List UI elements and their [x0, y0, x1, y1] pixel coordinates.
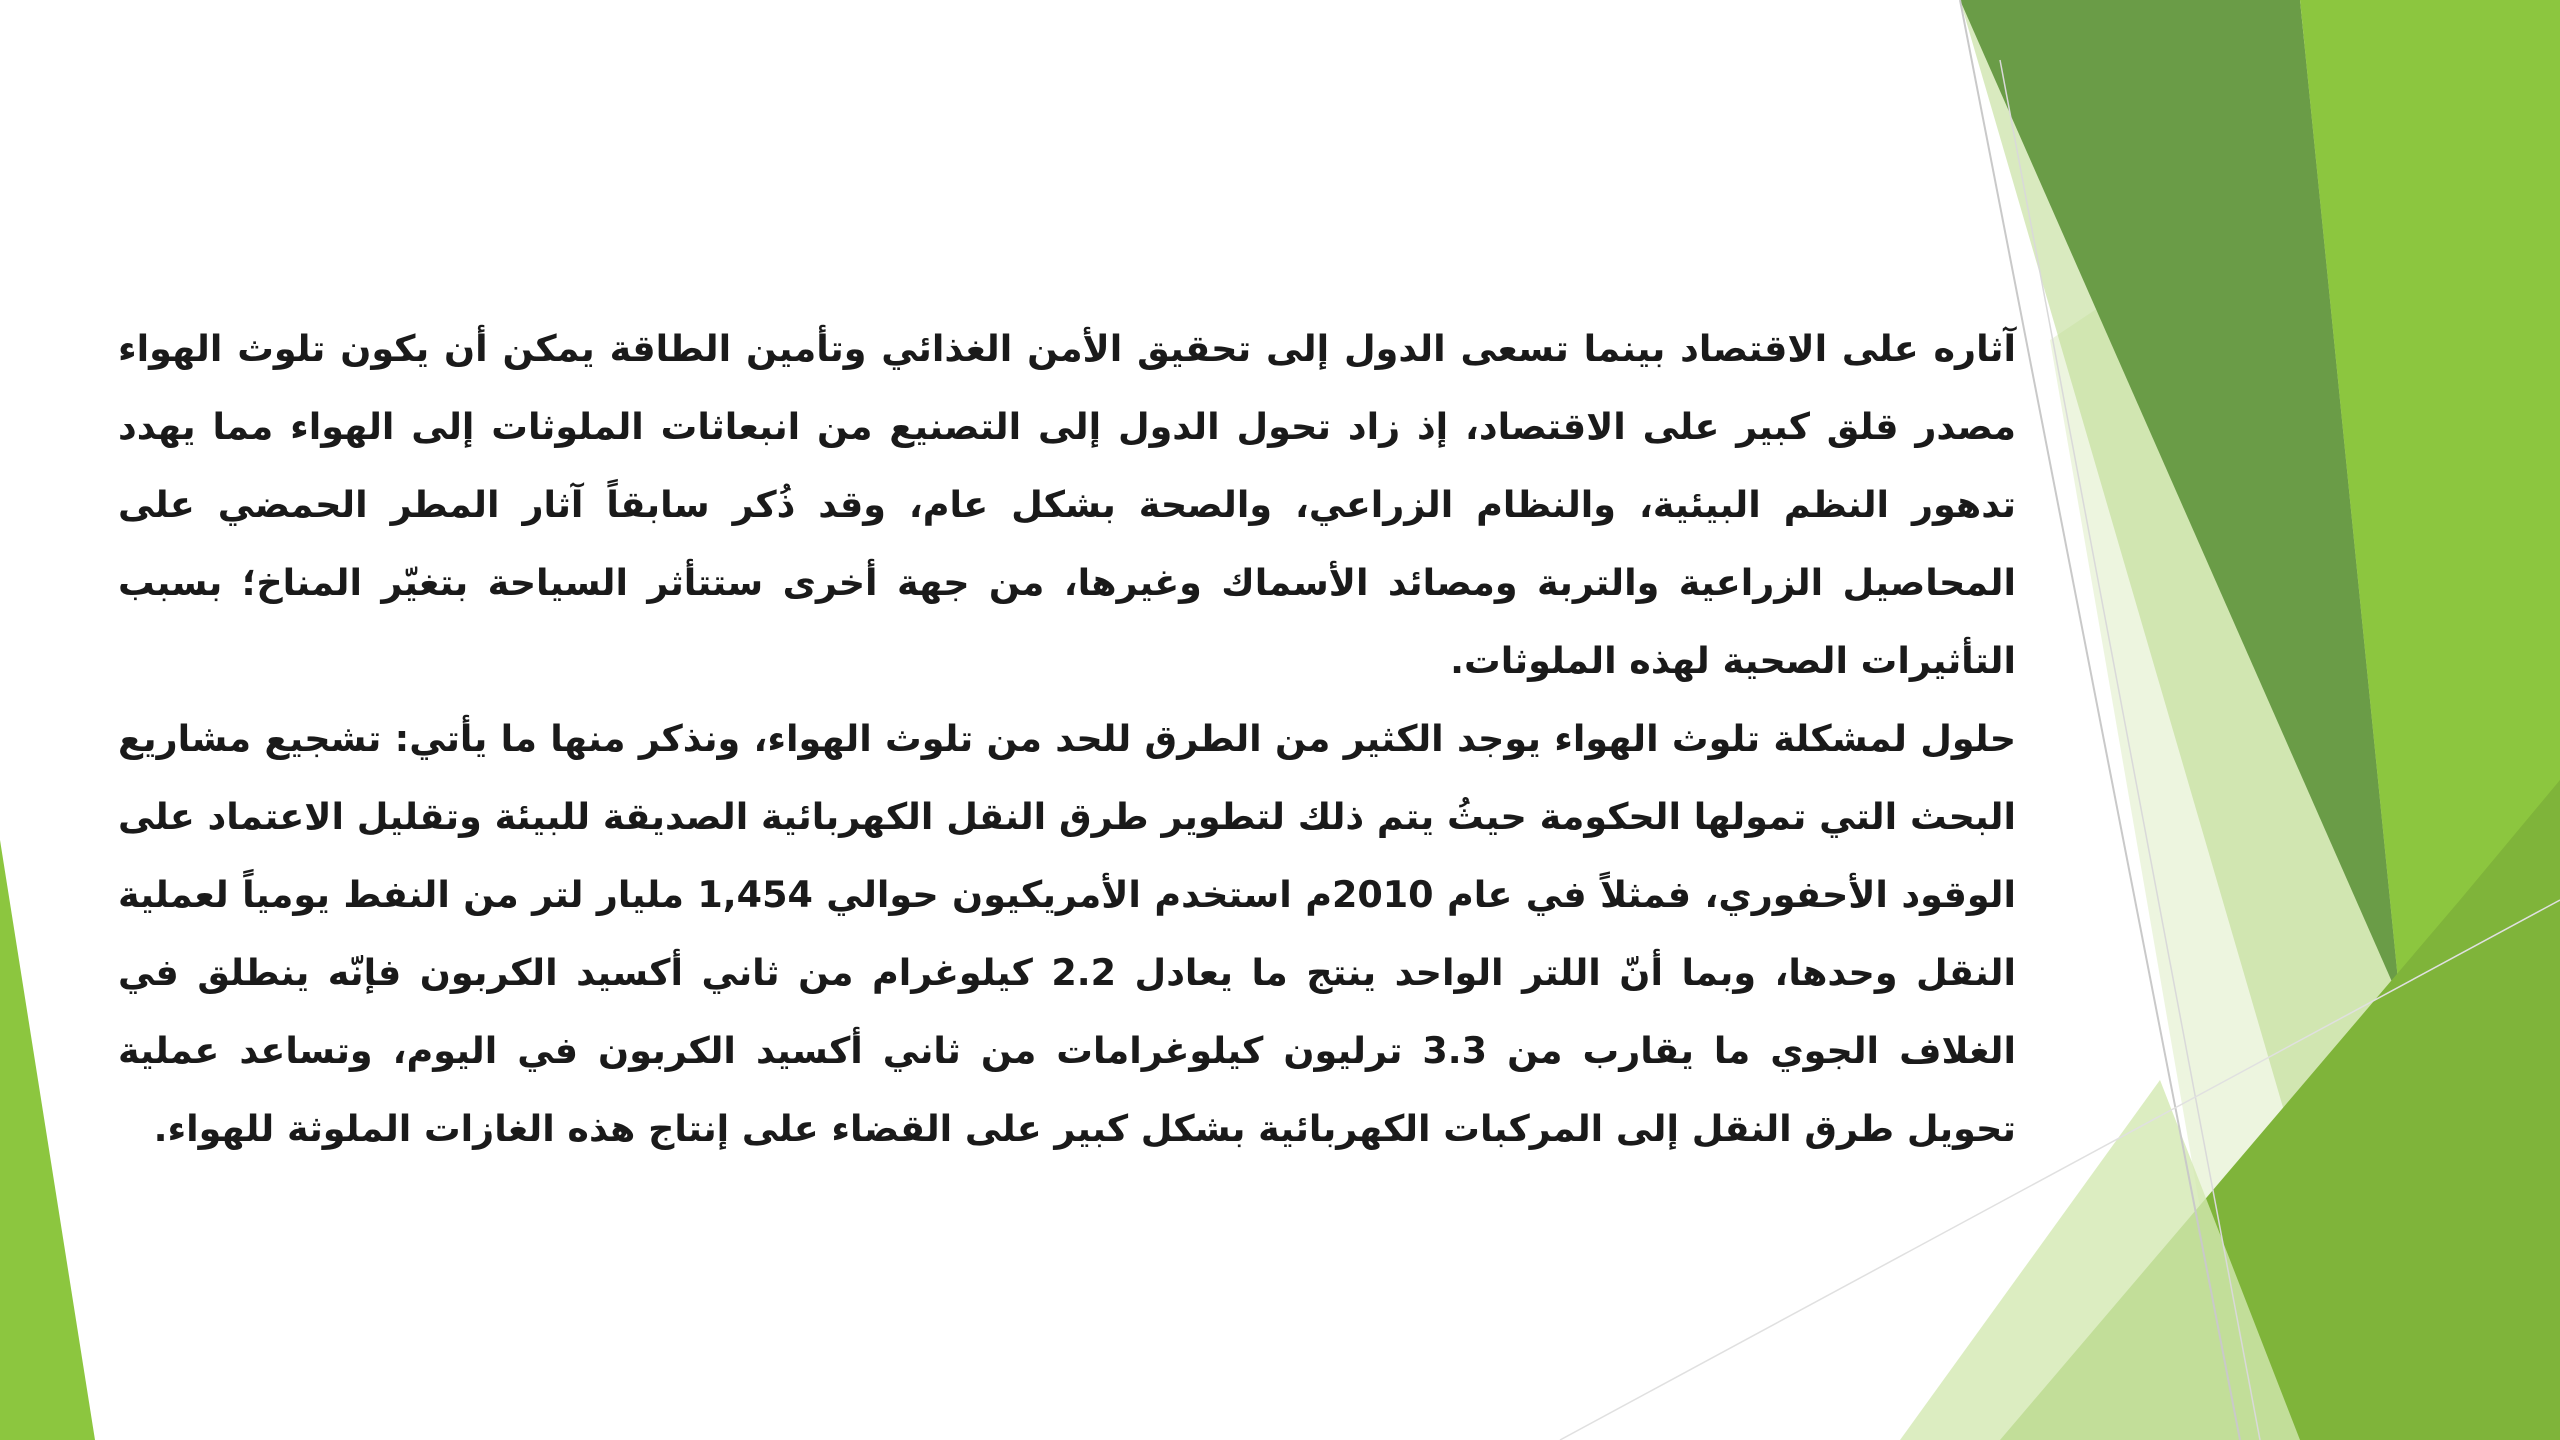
paragraph-solutions: حلول لمشكلة تلوث الهواء يوجد الكثير من الطرق للحد من تلوث الهواء، ونذكر منها ما يأتي: تشجيع مشاريع البحث التي تمولها الحكومة حيثُ يتم ذلك لتطوير طرق النقل الكهربائية الصديقة للبيئة وتقليل الاعتماد على الوقود الأحفوري، فمثلاً في عام 2010م استخدم الأمريكيون حوالي 1,454 مليار لتر من النفط يومياً لعملية النقل وحدها، وبما أنّ اللتر الواحد ينتج ما يعادل 2.2 كيلوغرام من ثاني أكسيد الكربون فإنّه ينطلق في الغلاف الجوي ما يقارب من 3.3 ترليون كيلوغرامات من ثاني أكسيد الكربون في اليوم، وتساعد عملية تحويل طرق النقل إلى المركبات الكهربائية بشكل كبير على القضاء على إنتاج هذه الغازات الملوثة للهواء.	[118, 717, 2016, 1150]
text-body	[118, 310, 2016, 1168]
paragraph-economy: آثاره على الاقتصاد بينما تسعى الدول إلى تحقيق الأمن الغذائي وتأمين الطاقة يمكن أن يكون تلوث الهواء مصدر قلق كبير على الاقتصاد، إذ زاد تحول الدول إلى التصنيع من انبعاثات الملوثات إلى الهواء مما يهدد تدهور النظم البيئية، والنظام الزراعي، والصحة بشكل عام، وقد ذُكر سابقاً آثار المطر الحمضي على المحاصيل الزراعية والتربة ومصائد الأسماك وغيرها، من جهة أخرى ستتأثر السياحة بتغيّر المناخ؛ بسبب التأثيرات الصحية لهذه الملوثات.	[118, 327, 2016, 682]
left-green-wedge	[0, 840, 95, 1440]
